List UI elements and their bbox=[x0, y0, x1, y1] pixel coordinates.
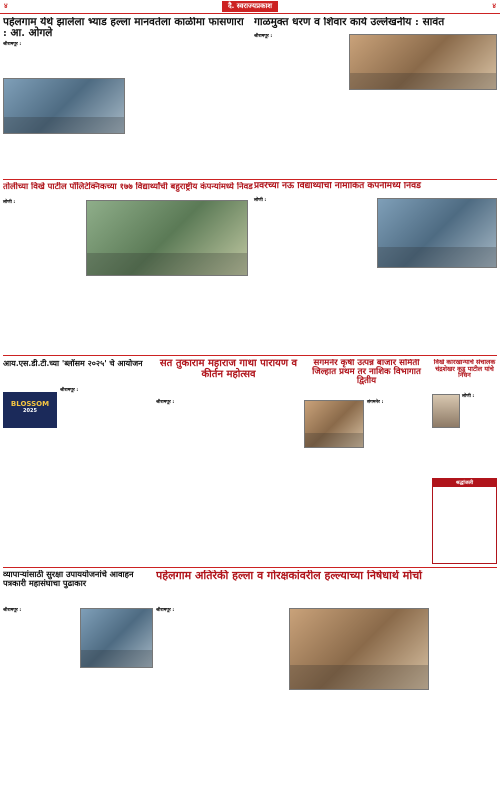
masthead bbox=[0, 0, 500, 14]
article-10-body-cont bbox=[289, 694, 429, 793]
article-8 bbox=[432, 359, 497, 391]
section-divider-3 bbox=[3, 567, 497, 568]
article-5 bbox=[3, 359, 153, 385]
article-6-byline: श्रीरामपूर : bbox=[156, 400, 175, 405]
article-6 bbox=[156, 359, 301, 399]
article-2-headline: गाळमुक्त धरण व शिवार कार्य उल्लेखनीय : सावंत bbox=[254, 17, 445, 28]
article-3-headline: तोलीच्या विखे पाटील पॉलिटेक्निकच्या १७७ विद्यार्थ्यांची बहुराष्ट्रीय कंपन्यांमध्ये निवड bbox=[3, 182, 253, 191]
article-9-body-cont bbox=[80, 672, 153, 793]
article-7-headline: संगमनेर कृषी उत्पन्न बाजार समिती जिल्हात प्रथम तर नाशिक विभागात द्वितीय bbox=[312, 359, 421, 387]
article-3 bbox=[3, 182, 253, 200]
article-5-byline: श्रीरामपूर : bbox=[60, 388, 79, 393]
masthead-page-no: ४ bbox=[4, 2, 8, 10]
article-7-photo bbox=[304, 400, 364, 448]
article-9-photo bbox=[80, 608, 153, 668]
article-8-headline: विखे कारखान्याचे संचालक चंद्रशेखर कडू पाटील यांचे निधन bbox=[433, 359, 496, 380]
blossom-title: BLOSSOM bbox=[10, 400, 50, 408]
article-5-body-cont bbox=[3, 432, 57, 564]
article-6-headline: संत तुकाराम महाराज गाथा पारायण व कीर्तन महोत्सव bbox=[159, 359, 298, 380]
masthead-paper-name: दै. स्वराज्यप्रकाश bbox=[222, 1, 278, 12]
article-6-body bbox=[156, 400, 301, 564]
article-4-headline: प्रवरेच्या नऊ विद्यार्थ्यांची नामांकित कंपनीमध्ये निवड bbox=[254, 182, 421, 191]
article-4-byline: लोणी : bbox=[254, 198, 267, 203]
article-3-body-cont bbox=[86, 280, 248, 352]
article-7 bbox=[304, 359, 429, 397]
article-1-body-cont bbox=[128, 78, 249, 176]
article-10-headline: पहेलगाम अतिरेकी हल्ला व गोरक्षकांवरील हल्ल्याच्या निषेधार्थ मोर्चा bbox=[156, 570, 423, 582]
blossom-year: 2025 bbox=[23, 408, 37, 414]
article-2-body bbox=[254, 34, 346, 94]
article-4-photo bbox=[377, 198, 497, 268]
article-1-photo bbox=[3, 78, 125, 134]
blossom-logo bbox=[3, 392, 57, 428]
article-3-photo bbox=[86, 200, 248, 276]
article-10-byline: श्रीरामपूर : bbox=[156, 608, 175, 613]
notice-body bbox=[433, 487, 496, 563]
article-7-byline: संगमनेर : bbox=[367, 400, 384, 405]
article-10-photo bbox=[289, 608, 429, 690]
section-divider-2 bbox=[3, 355, 497, 356]
article-8-byline: लोणी : bbox=[462, 394, 475, 399]
article-10 bbox=[156, 570, 497, 606]
masthead-page-no-right: ४ bbox=[492, 2, 496, 10]
article-10-body-right bbox=[432, 608, 497, 793]
article-2-byline: श्रीरामपूर : bbox=[254, 34, 273, 39]
article-9 bbox=[3, 570, 153, 606]
article-9-byline: श्रीरामपूर : bbox=[3, 608, 22, 613]
article-2-photo bbox=[349, 34, 497, 90]
article-10-body bbox=[156, 608, 286, 793]
article-1-headline: पहेलगाम येथे झालेला भ्याड हल्ला मानवतेला काळीमा फासणारा : आ. ओगले bbox=[3, 17, 244, 40]
article-3-byline: लोणी : bbox=[3, 200, 16, 205]
article-2-body-cont bbox=[254, 96, 497, 177]
article-7-body bbox=[367, 400, 429, 564]
article-8-portrait bbox=[432, 394, 460, 428]
article-1-byline: श्रीरामपूर : bbox=[3, 42, 22, 48]
article-5-headline: आय.एस.डी.टी.च्या 'ब्लॉसम २०२५' चे आयोजन bbox=[3, 359, 143, 368]
section-divider bbox=[3, 179, 497, 180]
notice-box bbox=[432, 478, 497, 564]
notice-title: श्रद्धांजली bbox=[433, 479, 496, 487]
article-4-body-cont bbox=[377, 272, 497, 352]
article-8-body bbox=[462, 394, 497, 474]
article-7-body-cont bbox=[304, 452, 364, 564]
article-5-body bbox=[60, 388, 153, 564]
article-3-body bbox=[3, 200, 83, 350]
article-9-headline: व्यापाऱ्यांसाठी सुरक्षा उपाययोजनांचे आवाहन पत्रकारी महासंघाचा पुढाकार bbox=[3, 570, 134, 588]
article-4 bbox=[254, 182, 497, 196]
article-8-body-cont bbox=[432, 432, 460, 474]
article-1-body-bottom bbox=[3, 137, 125, 177]
article-9-body bbox=[3, 608, 77, 793]
article-4-body bbox=[254, 198, 374, 352]
